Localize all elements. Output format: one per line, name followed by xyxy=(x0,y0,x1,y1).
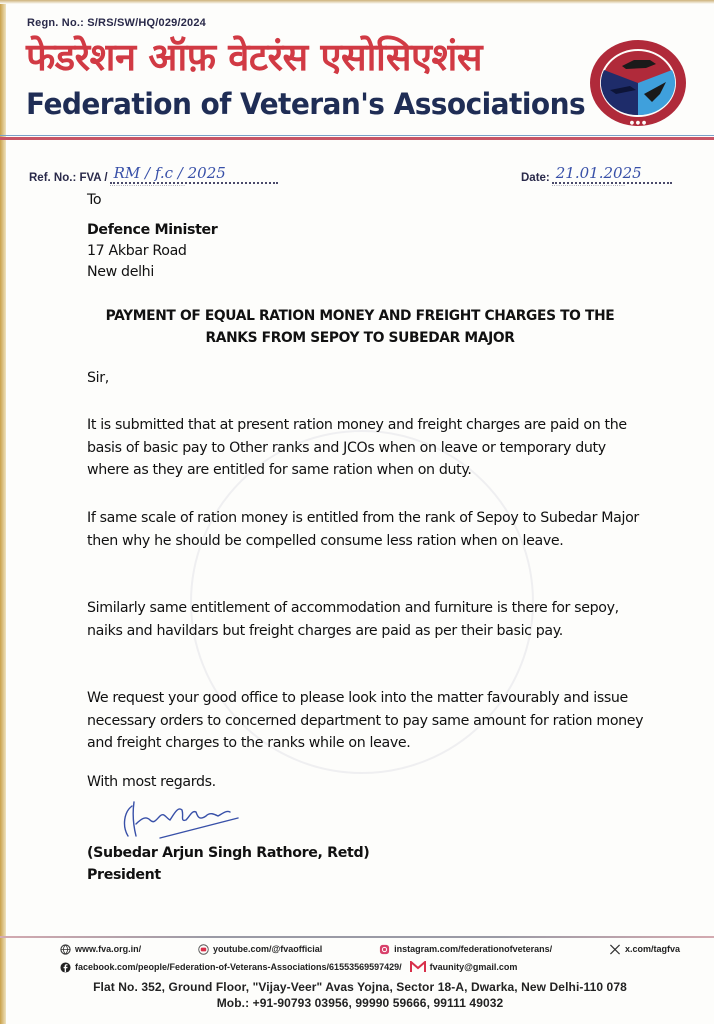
date-fill-line xyxy=(551,164,672,188)
footer-links-row xyxy=(60,942,680,956)
youtube-icon xyxy=(198,944,209,955)
email-link[interactable]: fvaunity@gmail.com xyxy=(429,962,518,972)
page-edge xyxy=(0,0,6,1024)
footer-link-email[interactable] xyxy=(410,961,518,973)
date-label: Date: xyxy=(521,172,550,184)
closing: With most regards. xyxy=(87,774,216,790)
signer-title: President xyxy=(87,867,161,883)
reference-number xyxy=(29,164,278,188)
letter-date xyxy=(521,164,672,188)
globe-icon xyxy=(60,944,71,955)
ref-dots: ................................... xyxy=(109,182,186,188)
subject-line2: RANKS FROM SEPOY TO SUBEDAR MAJOR xyxy=(205,330,515,346)
recipient-address-line1: 17 Akbar Road xyxy=(87,243,187,259)
footer-link-website[interactable] xyxy=(60,943,141,955)
registration-number: Regn. No.: S/RS/SW/HQ/029/2024 xyxy=(27,17,206,29)
date-dots: .................................. xyxy=(551,182,626,188)
recipient-address xyxy=(87,220,217,283)
org-logo xyxy=(586,38,690,128)
svg-text:● ● ●: ● ● ● xyxy=(629,120,647,126)
paragraph: We request your good office to please look into the matter favourably and issue necessary orders to concerned department to pay same amount for ration money and freight charges to the ranks while on leave. xyxy=(87,690,644,751)
footer-divider xyxy=(0,936,714,938)
phone-numbers: Mob.: +91-90793 03956, 99990 59666, 99111 49032 xyxy=(216,996,504,1010)
x-link[interactable]: x.com/tagfva xyxy=(624,944,680,954)
ref-handwritten: RM / f.c / 2025 xyxy=(113,164,226,182)
to-label: To xyxy=(87,192,102,208)
website-link[interactable]: www.fva.org.in/ xyxy=(75,944,142,954)
footer-links-row xyxy=(60,960,680,974)
office-address: Flat No. 352, Ground Floor, "Vijay-Veer" Avas Yojna, Sector 18-A, Dwarka, New Delhi-110 078 xyxy=(93,980,627,994)
instagram-link[interactable]: instagram.com/federationofveterans/ xyxy=(394,944,553,954)
signature xyxy=(120,798,250,840)
footer-link-facebook[interactable] xyxy=(60,961,402,973)
facebook-link[interactable]: facebook.com/people/Federation-of-Veterans-Associations/61553569597429/ xyxy=(75,962,402,972)
subject-line1: PAYMENT OF EQUAL RATION MONEY AND FREIGHT CHARGES TO THE xyxy=(105,308,615,324)
facebook-icon xyxy=(60,962,71,973)
recipient-name: Defence Minister xyxy=(87,222,218,238)
youtube-link[interactable]: youtube.com/@fvaofficial xyxy=(213,944,323,954)
paragraph: If same scale of ration money is entitled from the rank of Sepoy to Subedar Major then why he should be compelled consume less ration when on leave. xyxy=(87,510,639,549)
instagram-icon xyxy=(379,944,390,955)
org-title-hindi: फेडरेशन ऑफ़ वेटरंस एसोसिएशंस xyxy=(26,35,483,79)
ref-fill-line xyxy=(109,164,278,188)
header-divider xyxy=(0,135,714,141)
signer-name: (Subedar Arjun Singh Rathore, Retd) xyxy=(87,845,370,861)
signer-block xyxy=(87,842,369,886)
letter-subject xyxy=(70,305,650,349)
paragraph: Similarly same entitlement of accommodation and furniture is there for sepoy, naiks and havildars but freight charges are paid as per their basic pay. xyxy=(87,600,619,639)
footer-address xyxy=(40,979,680,1011)
org-title-english: Federation of Veteran's Associations xyxy=(26,87,586,121)
paragraph: It is submitted that at present ration money and freight charges are paid on the basis of basic pay to Other ranks and JCOs when on leave or temporary duty where as they are entitled for same ration when on duty. xyxy=(87,417,627,478)
gmail-icon xyxy=(410,961,426,973)
recipient-address-line2: New delhi xyxy=(87,264,154,280)
x-icon xyxy=(609,944,621,955)
footer-link-instagram[interactable] xyxy=(379,943,552,955)
page-edge-top xyxy=(0,0,714,4)
salutation: Sir, xyxy=(87,370,109,386)
ref-label: Ref. No.: FVA / xyxy=(29,172,108,184)
footer-link-x[interactable] xyxy=(609,943,680,955)
footer-link-youtube[interactable] xyxy=(198,943,322,955)
date-handwritten: 21.01.2025 xyxy=(555,164,642,182)
